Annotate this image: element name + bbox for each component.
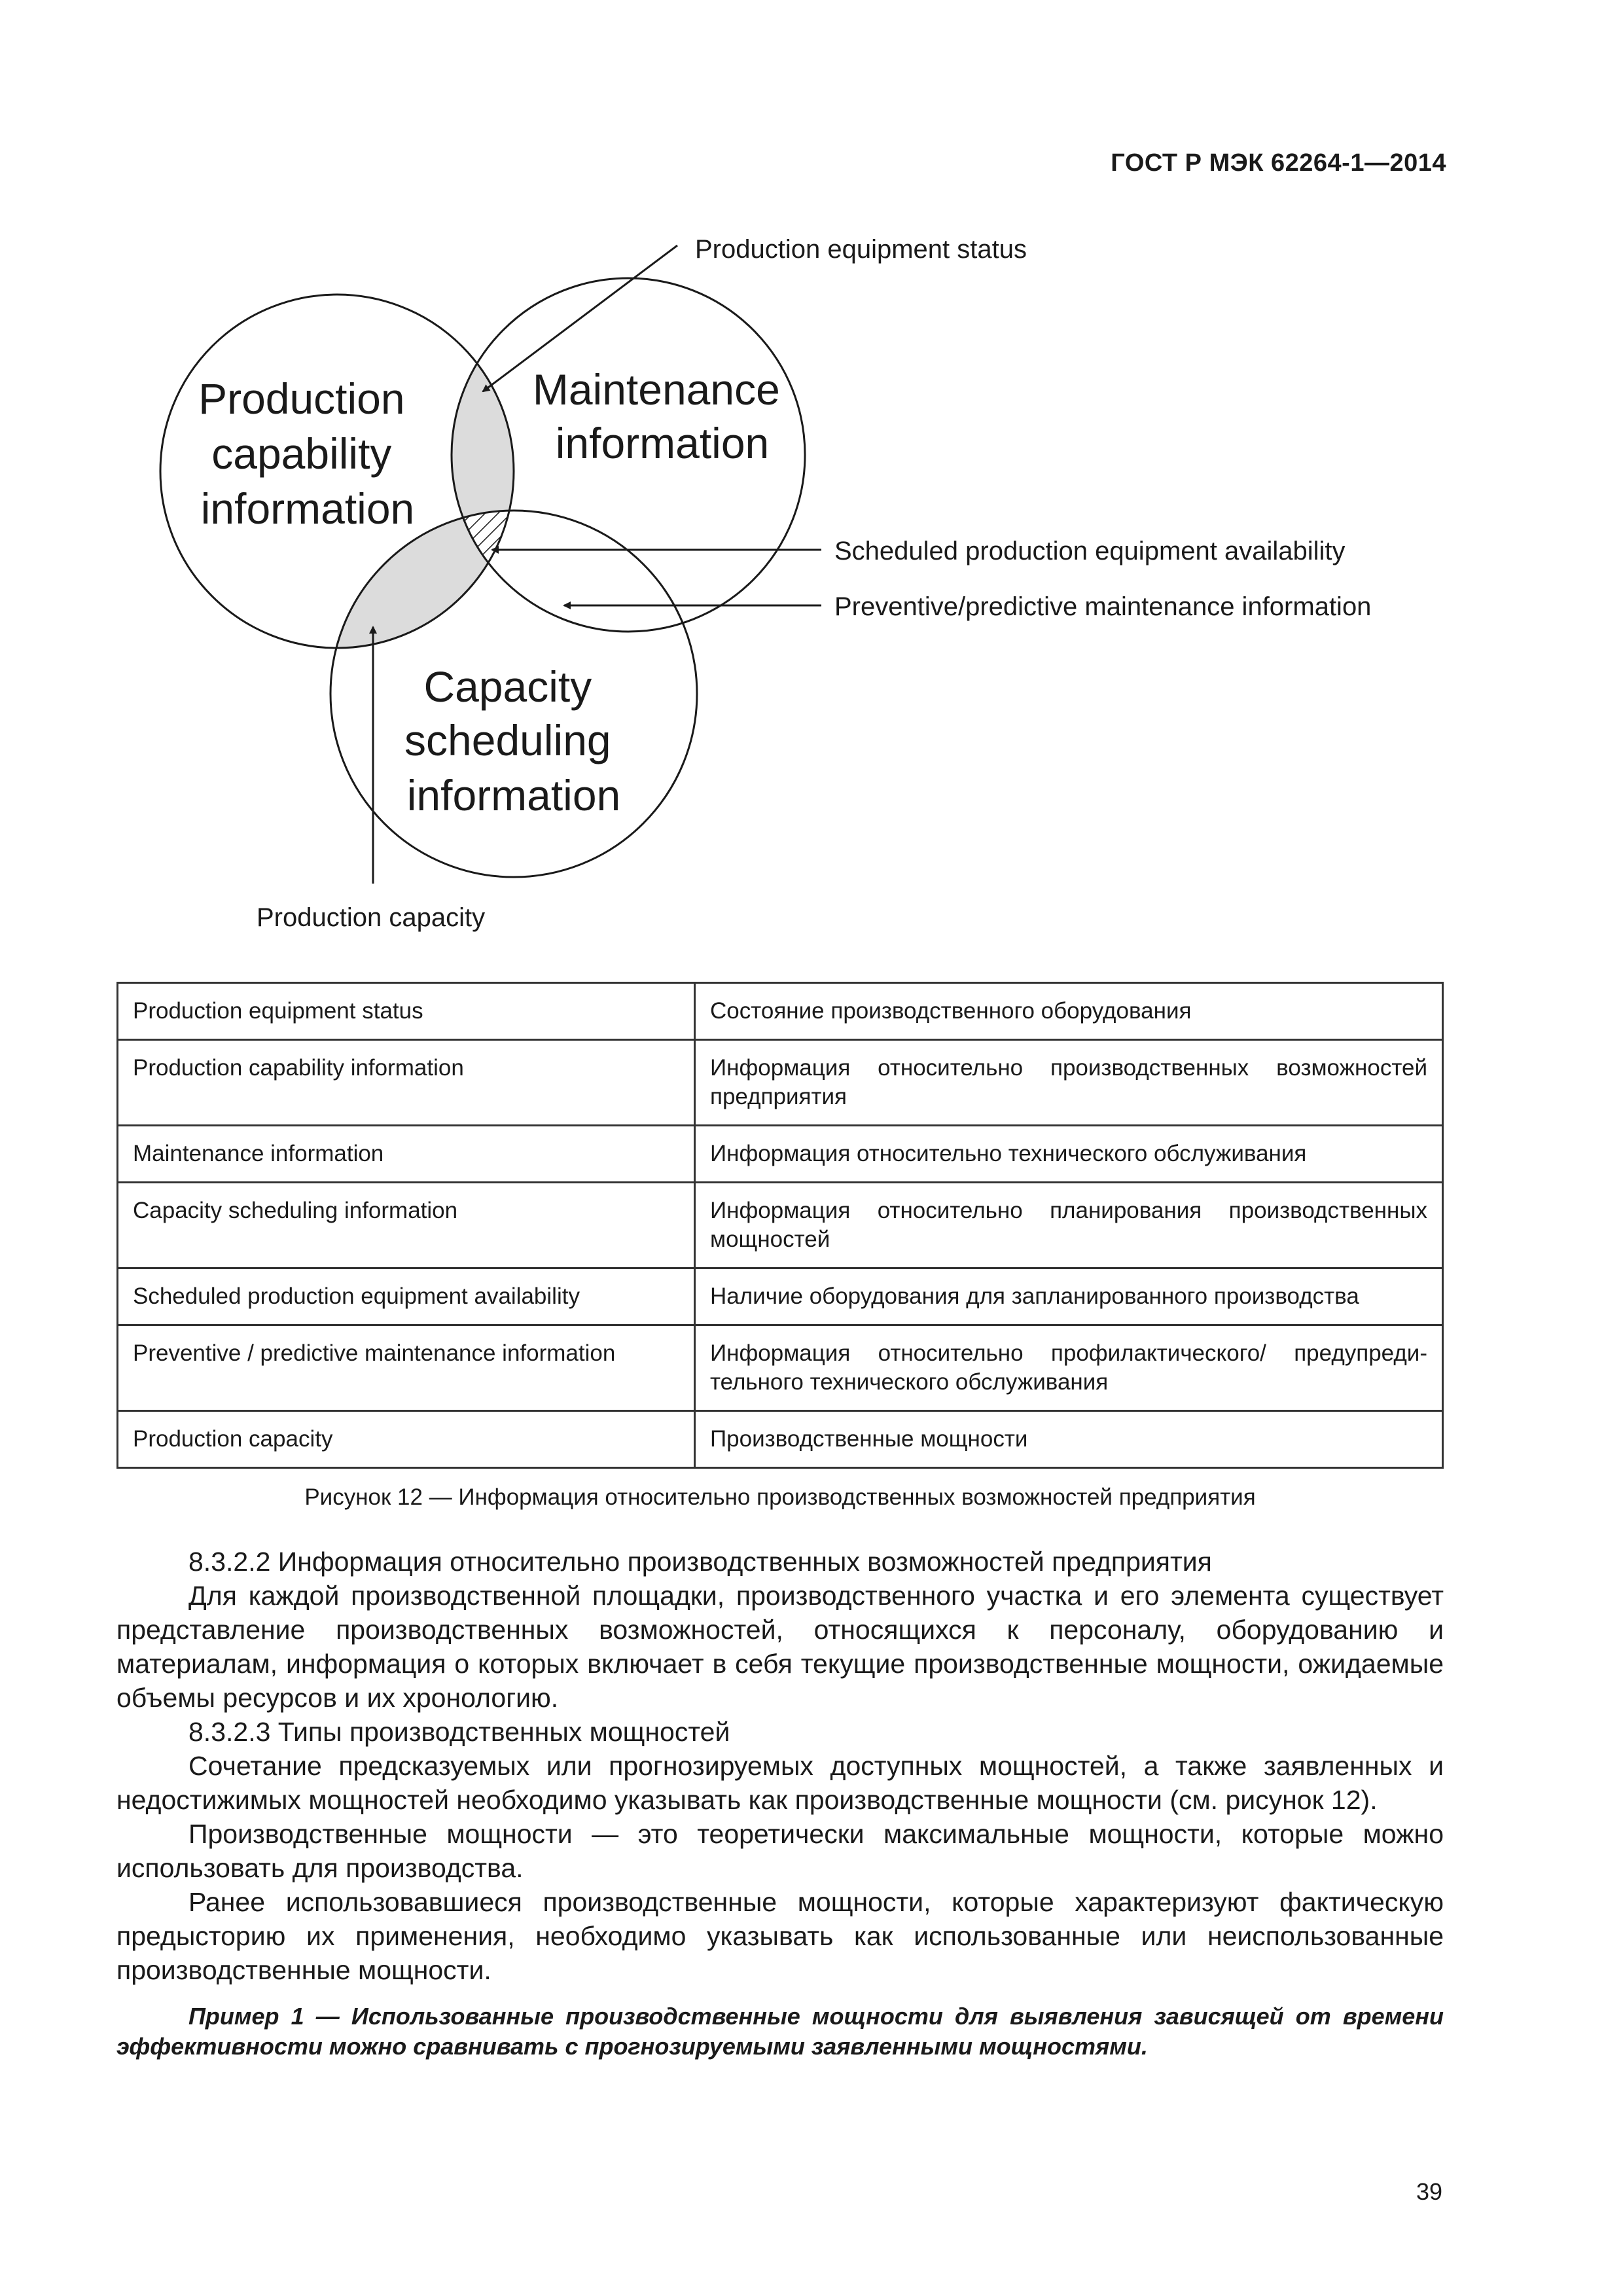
legend-row (118, 1126, 1443, 1183)
venn-diagram (0, 0, 1623, 969)
legend-term-ru: Информация относительно профилактического/ предупреди-тельного технического обслуживания (695, 1325, 1443, 1411)
legend-term-ru: Информация относительно планирования производственных мощностей (695, 1183, 1443, 1268)
figure-caption: Рисунок 12 — Информация относительно производственных возможностей предприятия (304, 1484, 1256, 1510)
label-production-capability: Production capability information (198, 374, 415, 533)
section-heading-8-3-2-2: 8.3.2.2 Информация относительно производственных возможностей предприятия (188, 1547, 1212, 1577)
legend-term-ru: Наличие оборудования для запланированного производства (695, 1268, 1443, 1325)
legend-term-en: Production capability information (118, 1040, 695, 1126)
paragraph: Сочетание предсказуемых или прогнозируемых доступных мощностей, а также заявленных и недостижимых мощностей необходимо указывать как производственные мощности (см. рисунок 12). (116, 1751, 1444, 1815)
legend-row (118, 1183, 1443, 1268)
body-text (116, 1545, 1444, 2062)
section-heading-8-3-2-3: 8.3.2.3 Типы производственных мощностей (188, 1717, 730, 1747)
label-capacity-scheduling: Capacity scheduling information (404, 662, 621, 819)
paragraph: Ранее использовавшиеся производственные мощности, которые характеризуют фактическую предысторию их применения, необходимо указывать как использованные или неиспользованные производственные мощности. (116, 1887, 1444, 1985)
legend-row (118, 1040, 1443, 1126)
example-note: Пример 1 — Использованные производственные мощности для выявления зависящей от времени эффективности можно сравнивать с прогнозируемыми заявленными мощностями. (116, 2003, 1444, 2060)
legend-term-en: Production capacity (118, 1411, 695, 1468)
callout-scheduled-availability: Scheduled production equipment availability (834, 537, 1346, 565)
legend-term-ru: Информация относительно технического обслуживания (695, 1126, 1443, 1183)
legend-term-en: Maintenance information (118, 1126, 695, 1183)
legend-row (118, 1268, 1443, 1325)
page-number: 39 (1416, 2178, 1442, 2205)
legend-term-en: Scheduled production equipment availability (118, 1268, 695, 1325)
legend-term-ru: Информация относительно производственных возможностей предприятия (695, 1040, 1443, 1126)
legend-term-ru: Состояние производственного оборудования (695, 983, 1443, 1040)
legend-table (116, 982, 1444, 1469)
legend-row (118, 1411, 1443, 1468)
legend-row (118, 983, 1443, 1040)
callout-equipment-status: Production equipment status (695, 235, 1027, 264)
label-maintenance: Maintenance information (532, 365, 780, 467)
legend-term-en: Preventive / predictive maintenance information (118, 1325, 695, 1411)
callout-preventive-maintenance: Preventive/predictive maintenance information (834, 592, 1372, 621)
document-code: ГОСТ Р МЭК 62264-1—2014 (1111, 149, 1446, 177)
legend-term-en: Capacity scheduling information (118, 1183, 695, 1268)
legend-term-ru: Производственные мощности (695, 1411, 1443, 1468)
paragraph: Для каждой производственной площадки, производственного участка и его элемента существует представление производственных возможностей, относящихся к персоналу, оборудованию и материалам, информация о которых включает в себя текущие производственные мощности, ожидаемые объемы ресурсов и их хронологию. (116, 1581, 1444, 1713)
legend-term-en: Production equipment status (118, 983, 695, 1040)
callout-production-capacity: Production capacity (257, 903, 486, 932)
legend-row (118, 1325, 1443, 1411)
paragraph: Производственные мощности — это теоретически максимальные мощности, которые можно использовать для производства. (116, 1819, 1444, 1883)
